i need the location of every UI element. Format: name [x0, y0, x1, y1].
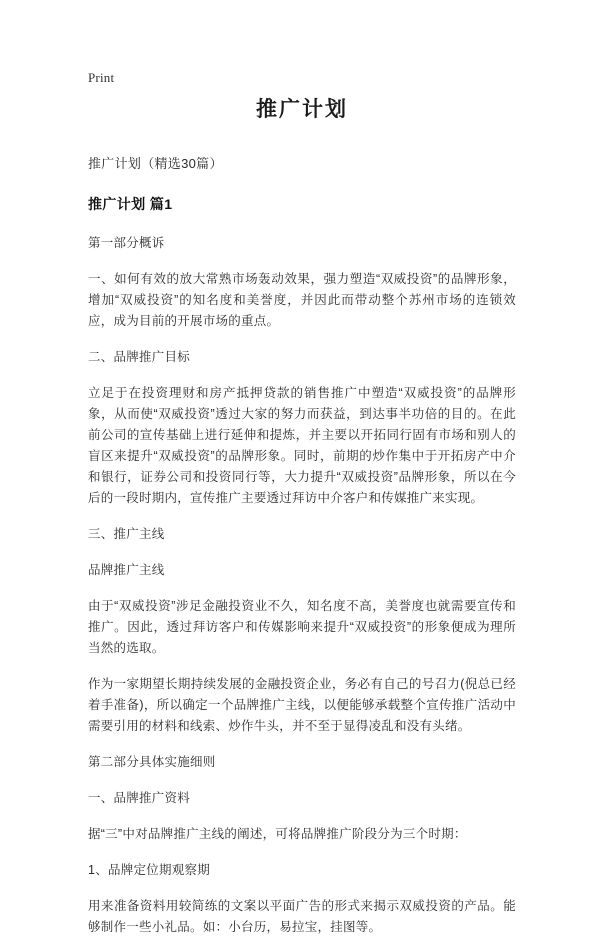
paragraph: 品牌推广主线 [88, 563, 165, 577]
paragraph: 据“三”中对品牌推广主线的阐述，可将品牌推广阶段分为三个时期： [88, 827, 467, 841]
paragraph: 二、品牌推广目标 [88, 350, 191, 364]
document-subtitle: 推广计划（精选30篇） [88, 156, 223, 171]
page-title: 推广计划 [256, 98, 348, 121]
paragraph: 由于“双威投资”涉足金融投资业不久，知名度不高，美誉度也就需要宣传和推广。因此，透过拜访客户和传媒影响来提升“双威投资”的形象便成为理所当然的选取。 [88, 599, 516, 655]
paragraph: 第二部分具体实施细则 [88, 755, 216, 769]
paragraph: 第一部分概诉 [88, 236, 165, 250]
section-heading: 推广计划 篇1 [88, 196, 173, 212]
print-link[interactable]: Print [88, 70, 115, 85]
paragraph: 立足于在投资理财和房产抵押贷款的销售推广中塑造“双威投资”的品牌形象，从而使“双威投资”透过大家的努力而获益，到达事半功倍的目的。在此前公司的宣传基础上进行延伸和提炼，并主要以开拓同行固有市场和别人的盲区来提升“双威投资”的品牌形象。同时，前期的炒作集中于开拓房产中介和银行，证券公司和投资同行等，大力提升“双威投资”品牌形象，所以在今后的一段时期内，宣传推广主要透过拜访中介客户和传媒推广来实现。 [88, 386, 516, 505]
paragraph: 三、推广主线 [88, 527, 165, 541]
paragraph: 一、品牌推广资料 [88, 791, 191, 805]
document-content [88, 96, 516, 938]
paragraph: 一、如何有效的放大常熟市场轰动效果，强力塑造“双威投资”的品牌形象，增加“双威投资”的知名度和美誉度，并因此而带动整个苏州市场的连锁效应，成为目前的开展市场的重点。 [88, 272, 516, 328]
paragraph: 用来准备资料用较简练的文案以平面广告的形式来揭示双威投资的产品。能够制作一些小礼品。如：小台历，易拉宝，挂图等。 [88, 899, 516, 934]
paragraph: 作为一家期望长期持续发展的金融投资企业，务必有自己的号召力(倪总已经着手准备)，所以确定一个品牌推广主线，以便能够承载整个宣传推广活动中需要引用的材料和线索、炒作牛头，并不至于显得凌乱和没有头绪。 [88, 677, 516, 733]
paragraph: 1、品牌定位期观察期 [88, 863, 210, 877]
